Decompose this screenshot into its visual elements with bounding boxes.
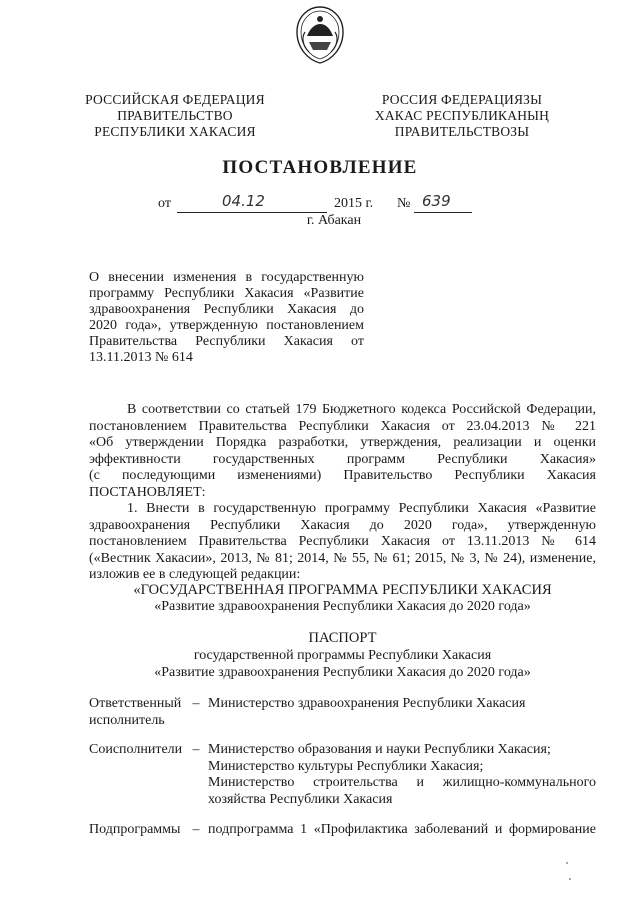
label-line: исполнитель (89, 712, 165, 728)
paragraph-line: эффективности государственных программ Республики Хакасия» (89, 451, 596, 467)
value-line: хозяйства Республики Хакасия (208, 791, 393, 807)
passport-row-dash: – (192, 822, 200, 837)
paragraph-preamble (89, 402, 596, 501)
subject-line: Правительства Республики Хакасия от (89, 334, 364, 349)
passport-row-value (208, 822, 596, 839)
year-label: 2015 г. (334, 196, 374, 211)
subject-line: 13.11.2013 № 614 (89, 350, 193, 365)
paragraph-line: постановлением Правительства Республики Хакасия от 13.11.2013 № 614 (89, 534, 596, 549)
paragraph-line: изложив ее в следующей редакции: (89, 567, 301, 582)
from-label: от (158, 196, 171, 211)
label-line: Соисполнители (89, 742, 183, 757)
passport-row-label (89, 742, 199, 759)
header-right-line: РОССИЯ ФЕДЕРАЦИЯЗЫ (381, 92, 543, 107)
subject-line: О внесении изменения в государственную (89, 270, 364, 285)
handwritten-date: 04.12 (222, 192, 265, 210)
passport-row-label (89, 696, 199, 729)
value-line: Министерство культуры Республики Хакасия; (208, 758, 484, 774)
value-line: Министерство строительства и жилищно-коммунального (208, 775, 596, 790)
header-left-line: ПРАВИТЕЛЬСТВО (117, 108, 233, 123)
document-subject (89, 270, 364, 366)
city-label: г. Абакан (306, 213, 362, 228)
subject-line: программу Республики Хакасия «Развитие (89, 286, 364, 301)
program-subtitle: «Развитие здравоохранения Республики Хакасия до 2020 года» (154, 599, 531, 614)
passport-row-value (208, 742, 596, 808)
value-line: Министерство образования и науки Республики Хакасия; (208, 742, 551, 757)
paragraph-line: постановлением Правительства Республики Хакасия от 23.04.2013 № 221 (89, 418, 596, 434)
header-right-line: ХАКАС РЕСПУБЛИКАНЫҢ (374, 108, 550, 123)
header-left-line: РЕСПУБЛИКИ ХАКАСИЯ (94, 124, 256, 139)
value-line: Министерство здравоохранения Республики Хакасия (208, 696, 526, 711)
program-title: «ГОСУДАРСТВЕННАЯ ПРОГРАММА РЕСПУБЛИКИ ХАКАСИЯ (133, 582, 552, 598)
subject-line: здравоохранения Республики Хакасия до (89, 302, 364, 317)
passport-row-dash: – (192, 696, 200, 711)
header-left-block (80, 92, 270, 140)
passport-heading: ПАСПОРТ (308, 630, 377, 646)
paragraph-line: В соответствии со статьей 179 Бюджетного кодекса Российской Федерации, (127, 402, 596, 417)
scan-speck (569, 878, 571, 880)
paragraph-line: (с последующими изменениями) Правительство Республики Хакасия (89, 468, 596, 483)
value-line: подпрограмма 1 «Профилактика заболеваний и формирование (208, 822, 596, 837)
header-left-line: РОССИЙСКАЯ ФЕДЕРАЦИЯ (85, 92, 265, 107)
header-right-block (362, 92, 562, 140)
label-line: Подпрограммы (89, 822, 181, 837)
paragraph-line: («Вестник Хакасии», 2013, № 81; 2014, № 55, № 61; 2015, № 3, № 24), изменение, (89, 550, 596, 566)
passport-row-coexecutors (0, 742, 640, 812)
passport-row-subprograms (0, 822, 640, 840)
passport-row-label (89, 822, 199, 839)
scan-speck (566, 862, 568, 864)
document-title: ПОСТАНОВЛЕНИЕ (222, 157, 418, 178)
passport-row-responsible (0, 696, 640, 730)
passport-row-dash: – (192, 742, 200, 757)
paragraph-line: здравоохранения Республики Хакасия до 2020 года», утвержденную (89, 517, 596, 533)
subject-line: 2020 года», утвержденную постановлением (89, 318, 364, 333)
paragraph-line: «Об утверждении Порядка разработки, утверждения, реализации и оценки (89, 435, 596, 450)
passport-subheading: государственной программы Республики Хакасия (193, 648, 492, 663)
republic-of-khakassia-emblem-icon (291, 4, 349, 66)
paragraph-clause-1 (89, 501, 596, 584)
number-label: № (397, 196, 411, 211)
handwritten-number: 639 (422, 192, 451, 210)
header-right-line: ПРАВИТЕЛЬСТВОЗЫ (394, 124, 530, 139)
passport-subheading: «Развитие здравоохранения Республики Хакасия до 2020 года» (154, 665, 531, 680)
label-line: Ответственный (89, 696, 182, 711)
paragraph-line: 1. Внести в государственную программу Республики Хакасия «Развитие (127, 501, 596, 516)
paragraph-line: ПОСТАНОВЛЯЕТ: (89, 484, 206, 500)
passport-row-value (208, 696, 596, 713)
